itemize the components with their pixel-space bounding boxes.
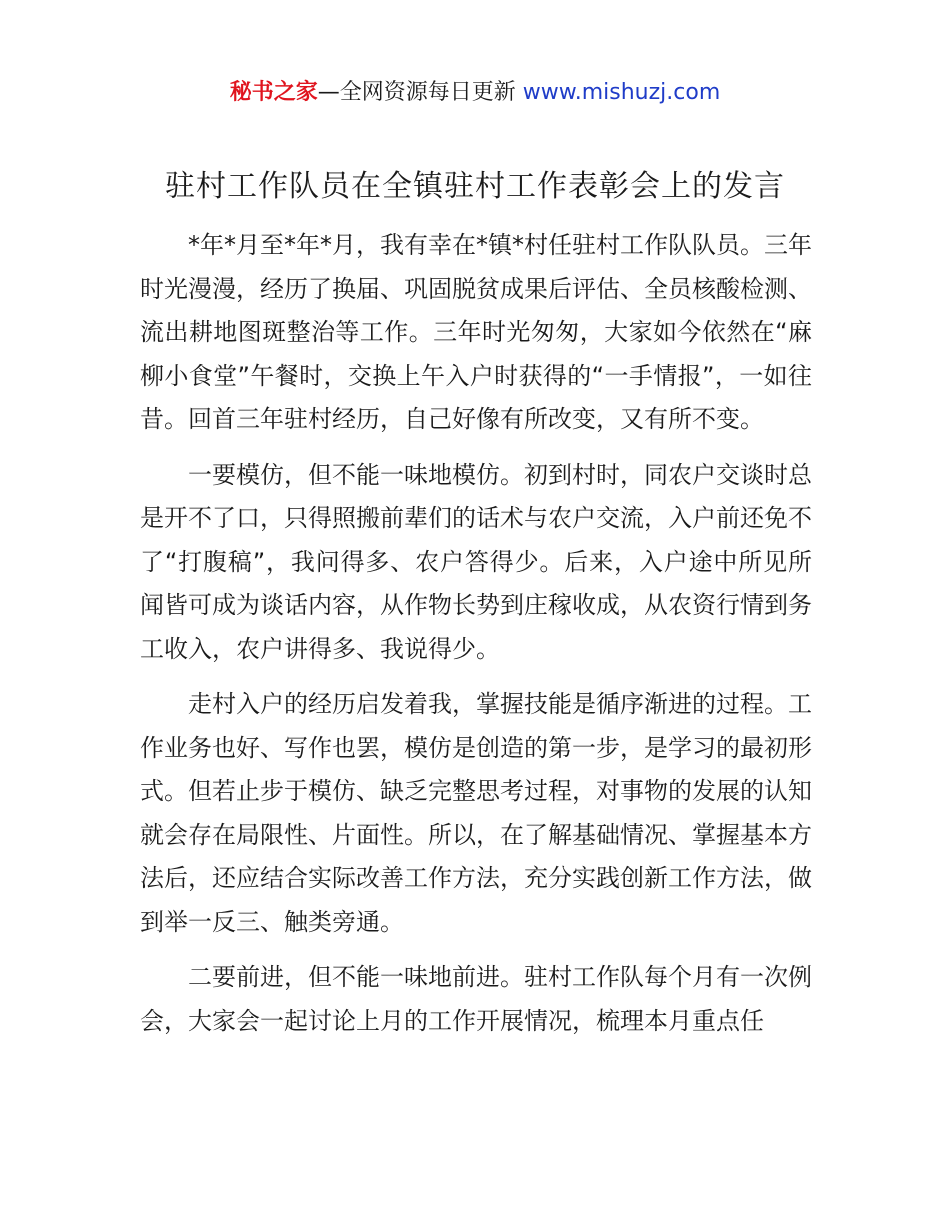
site-brand: 秘书之家 [229, 80, 318, 105]
site-header [0, 78, 950, 108]
paragraph: *年*月至*年*月，我有幸在*镇*村任驻村工作队队员。三年时光漫漫，经历了换届、巩固脱贫成果后评估、全员核酸检测、流出耕地图斑整治等工作。三年时光匆匆，大家如今依然在“麻柳小食堂”午餐时，交换上午入户时获得的“一手情报”，一如往昔。回首三年驻村经历，自己好像有所改变，又有所不变。 [140, 231, 812, 433]
site-tagline: —全网资源每日更新 [317, 80, 523, 105]
paragraph: 走村入户的经历启发着我，掌握技能是循序渐进的过程。工作业务也好、写作也罢，模仿是创造的第一步，是学习的最初形式。但若止步于模仿、缺乏完整思考过程，对事物的发展的认知就会存在局限性、片面性。所以，在了解基础情况、掌握基本方法后，还应结合实际改善工作方法，充分实践创新工作方法，做到举一反三、触类旁通。 [140, 690, 812, 936]
paragraph: 二要前进，但不能一味地前进。驻村工作队每个月有一次例会，大家会一起讨论上月的工作开展情况，梳理本月重点任 [140, 963, 812, 1035]
document-body [140, 224, 812, 1055]
site-url-link[interactable]: www.mishuzj.com [522, 80, 721, 105]
paragraph: 一要模仿，但不能一味地模仿。初到村时，同农户交谈时总是开不了口，只得照搬前辈们的话术与农户交流，入户前还免不了“打腹稿”，我问得多、农户答得少。后来，入户途中所见所闻皆可成为谈话内容，从作物长势到庄稼收成，从农资行情到务工收入，农户讲得多、我说得少。 [140, 460, 812, 663]
document-title: 驻村工作队员在全镇驻村工作表彰会上的发言 [165, 169, 785, 204]
